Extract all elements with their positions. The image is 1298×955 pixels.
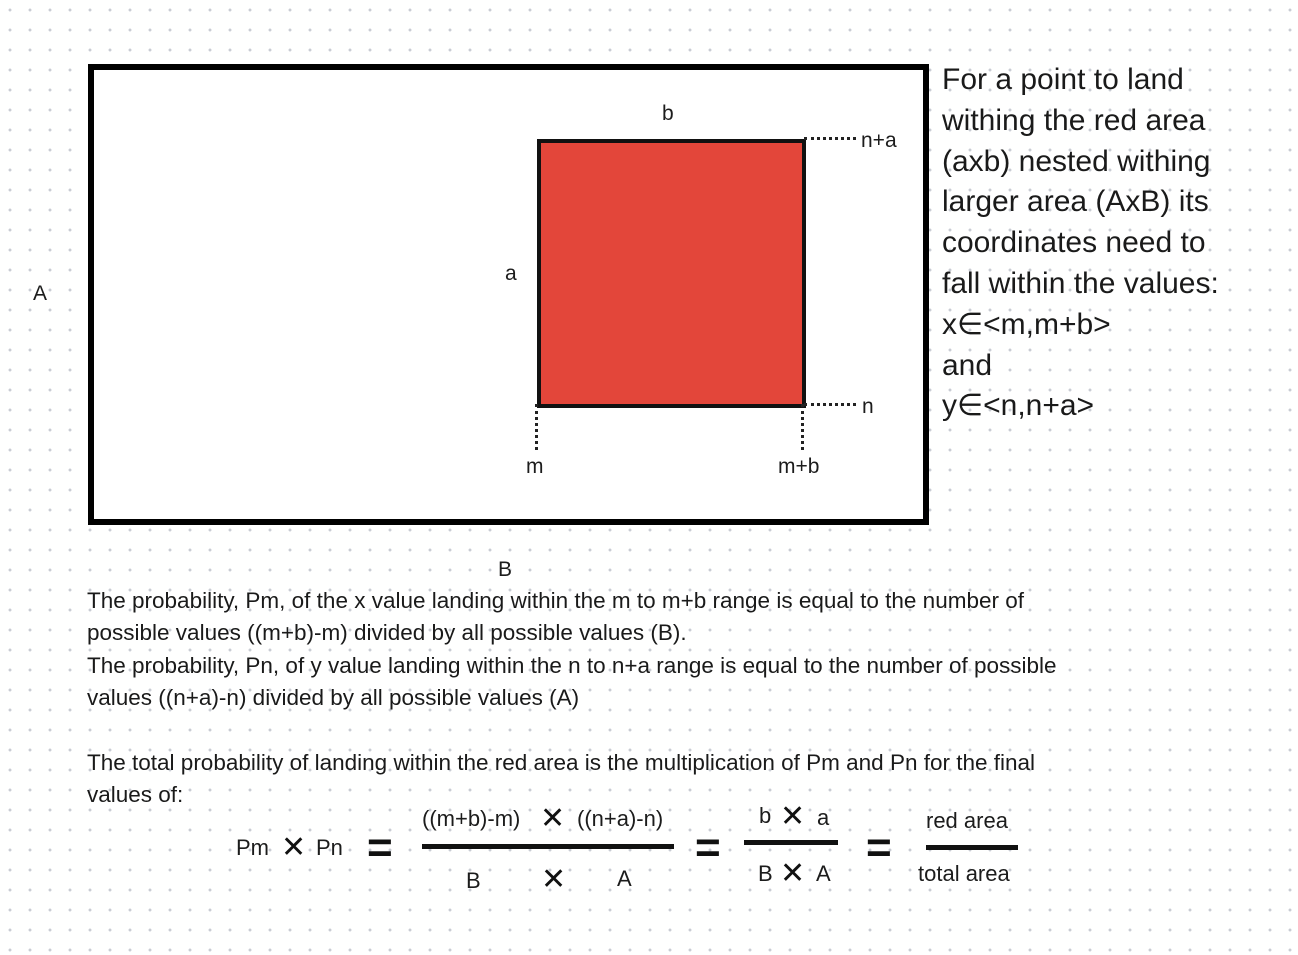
m-guide-line [535, 404, 538, 450]
label-small-b: b [662, 102, 674, 125]
label-big-b: B [498, 558, 513, 581]
explanation-line: The total probability of landing within the red area is the multiplication of Pm and Pn for the final [87, 750, 1036, 775]
frac1-den-right: A [617, 866, 632, 891]
frac2-den-left: B [758, 861, 773, 886]
label-m-plus-b: m+b [778, 455, 820, 478]
fraction-bar-2 [744, 840, 838, 845]
equals-sign: = [695, 823, 721, 872]
frac2-num-left: b [759, 803, 772, 828]
side-text-line: y∈<n,n+a> [942, 389, 1095, 423]
frac3-denominator: total area [918, 861, 1010, 886]
side-text-line: (axb) nested withing [942, 144, 1211, 178]
fraction-bar-3 [926, 845, 1018, 850]
frac1-num-right: ((n+a)-n) [577, 806, 664, 831]
explanation-line: The probability, Pm, of the x value landing within the m to m+b range is equal to the number of [87, 588, 1024, 613]
side-text-line: withing the red area [942, 103, 1206, 137]
side-text-line: x∈<m,m+b> [942, 307, 1111, 341]
side-text-line: and [942, 348, 993, 382]
frac3-numerator: red area [926, 808, 1008, 833]
label-small-a: a [505, 262, 517, 285]
side-text-line: coordinates need to [942, 226, 1206, 260]
explanation-line: possible values ((m+b)-m) divided by all possible values (B). [87, 620, 687, 645]
formula-pm: Pm [236, 835, 269, 860]
n-plus-a-guide-line [804, 137, 856, 140]
explanation-line: The probability, Pn, of y value landing within the n to n+a range is equal to the number of possible [87, 653, 1057, 678]
side-text-line: For a point to land [942, 63, 1184, 96]
explanation-line: values ((n+a)-n) divided by all possible values (A) [87, 685, 580, 710]
explanation-line: values of: [87, 782, 184, 807]
frac1-num-left: ((m+b)-m) [422, 806, 521, 831]
fraction-bar-1 [422, 844, 674, 849]
times-icon: ✕ [541, 863, 567, 896]
times-icon: ✕ [540, 802, 566, 835]
equals-sign: = [367, 823, 393, 872]
m-plus-b-guide-line [801, 404, 804, 450]
times-icon: ✕ [281, 831, 307, 864]
red-area-square [537, 139, 806, 408]
n-guide-line [804, 403, 856, 406]
label-n: n [862, 395, 874, 418]
label-m: m [526, 455, 544, 478]
side-explanation [942, 60, 1282, 427]
times-icon: ✕ [780, 857, 806, 890]
equals-sign: = [866, 823, 892, 872]
formula-pn: Pn [316, 835, 343, 860]
side-text-line: fall within the values: [942, 266, 1219, 300]
label-big-a: A [33, 282, 48, 305]
times-icon: ✕ [780, 800, 806, 833]
side-text-line: larger area (AxB) its [942, 185, 1209, 219]
frac2-num-right: a [817, 805, 830, 830]
frac2-den-right: A [816, 861, 831, 886]
frac1-den-left: B [466, 868, 481, 893]
label-n-plus-a: n+a [861, 129, 897, 152]
